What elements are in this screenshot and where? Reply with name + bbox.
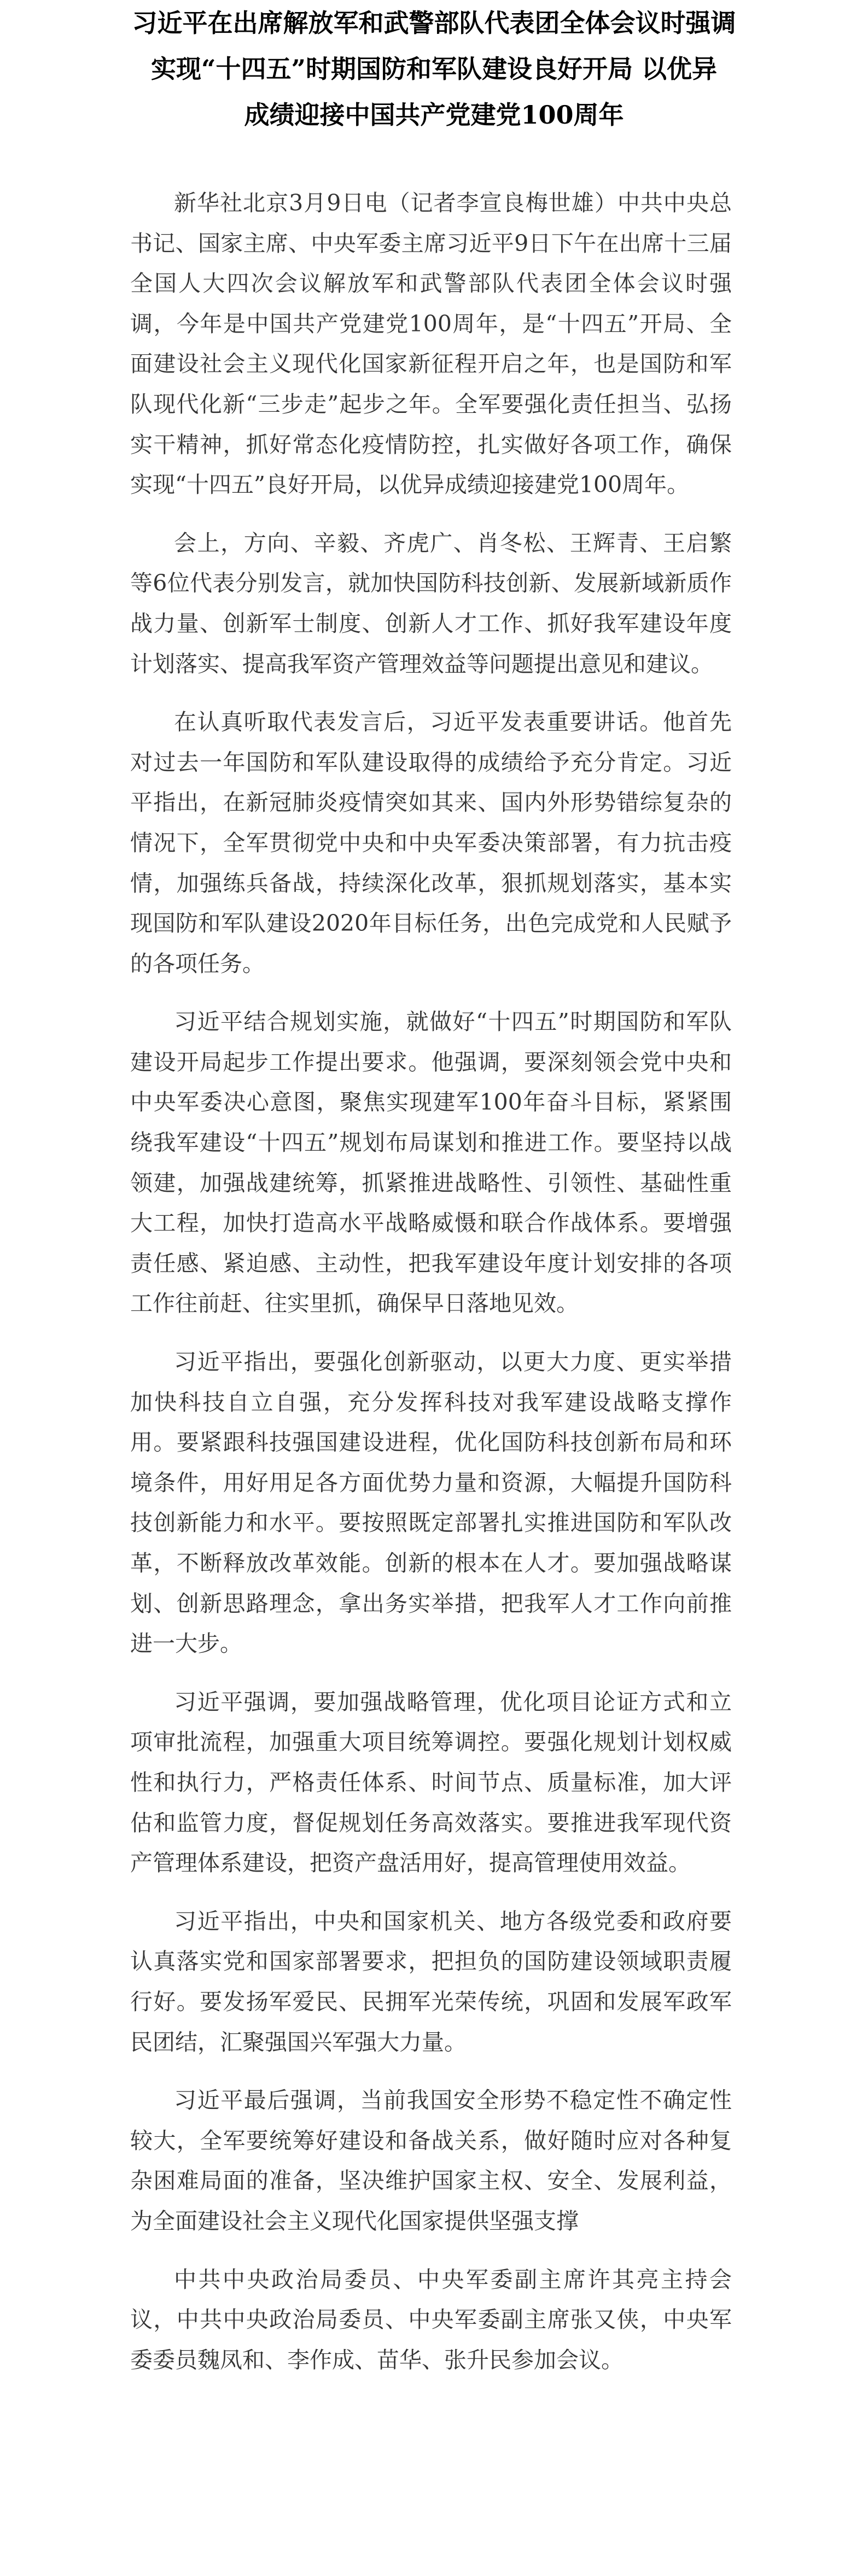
article-headline	[115, 0, 753, 138]
paragraph-lede: 新华社北京3月9日电（记者李宣良梅世雄）中共中央总书记、国家主席、中央军委主席习近平9日下午在出席十三届全国人大四次会议解放军和武警部队代表团全体会议时强调，今年是中国共产党建党100周年，是“十四五”开局、全面建设社会主义现代化国家新征程开启之年，也是国防和军队现代化新“三步走”起步之年。全军要强化责任担当、弘扬实干精神，抓好常态化疫情防控，扎实做好各项工作，确保实现“十四五”良好开局，以优异成绩迎接建党100周年。	[130, 190, 732, 498]
paragraph-innovation: 习近平指出，要强化创新驱动，以更大力度、更实举措加快科技自立自强，充分发挥科技对我军建设战略支撑作用。要紧跟科技强国建设进程，优化国防科技创新布局和环境条件，用好用足各方面优势力量和资源，大幅提升国防科技创新能力和水平。要按照既定部署扎实推进国防和军队改革，不断释放改革效能。创新的根本在人才。要加强战略谋划、创新思路理念，拿出务实举措，把我军人才工作向前推进一大步。	[130, 1349, 732, 1657]
article-body	[130, 183, 732, 2398]
headline-line-3: 成绩迎接中国共产党建党100周年	[244, 100, 624, 130]
paragraph-past-year-review: 在认真听取代表发言后，习近平发表重要讲话。他首先对过去一年国防和军队建设取得的成绩给予充分肯定。习近平指出，在新冠肺炎疫情突如其来、国内外形势错综复杂的情况下，全军贯彻党中央和中央军委决策部署，有力抗击疫情，加强练兵备战，持续深化改革，狠抓规划落实，基本实现国防和军队建设2020年目标任务，出色完成党和人民赋予的各项任务。	[130, 709, 732, 977]
paragraph-delegates-speeches: 会上，方向、辛毅、齐虎广、肖冬松、王辉青、王启繁等6位代表分别发言，就加快国防科技创新、发展新域新质作战力量、创新军士制度、创新人才工作、抓好我军建设年度计划落实、提高我军资产管理效益等问题提出意见和建议。	[130, 529, 732, 677]
paragraph-attendees: 中共中央政治局委员、中央军委副主席许其亮主持会议，中共中央政治局委员、中央军委副主席张又侠，中央军委委员魏凤和、李作成、苗华、张升民参加会议。	[130, 2266, 732, 2373]
paragraph-security-situation: 习近平最后强调，当前我国安全形势不稳定性不确定性较大，全军要统筹好建设和备战关系，做好随时应对各种复杂困难局面的准备，坚决维护国家主权、安全、发展利益，为全面建设社会主义现代化国家提供坚强支撑	[130, 2087, 732, 2234]
headline-line-1: 习近平在出席解放军和武警部队代表团全体会议时强调	[132, 8, 736, 38]
paragraph-central-local-duties: 习近平指出，中央和国家机关、地方各级党委和政府要认真落实党和国家部署要求，把担负的国防建设领域职责履行好。要发扬军爱民、民拥军光荣传统，巩固和发展军政军民团结，汇聚强国兴军强大力量。	[130, 1908, 732, 2055]
paragraph-strategic-management: 习近平强调，要加强战略管理，优化项目论证方式和立项审批流程，加强重大项目统筹调控。要强化规划计划权威性和执行力，严格责任体系、时间节点、质量标准，加大评估和监管力度，督促规划任务高效落实。要推进我军现代资产管理体系建设，把资产盘活用好，提高管理使用效益。	[130, 1688, 732, 1876]
paragraph-plan-requirements: 习近平结合规划实施，就做好“十四五”时期国防和军队建设开局起步工作提出要求。他强调，要深刻领会党中央和中央军委决心意图，聚焦实现建军100年奋斗目标，紧紧围绕我军建设“十四五”规划布局谋划和推进工作。要坚持以战领建，加强战建统筹，抓紧推进战略性、引领性、基础性重大工程，加快打造高水平战略威慑和联合作战体系。要增强责任感、紧迫感、主动性，把我军建设年度计划安排的各项工作往前赶、往实里抓，确保早日落地见效。	[130, 1009, 732, 1317]
headline-line-2: 实现“十四五”时期国防和军队建设良好开局 以优异	[151, 54, 717, 84]
